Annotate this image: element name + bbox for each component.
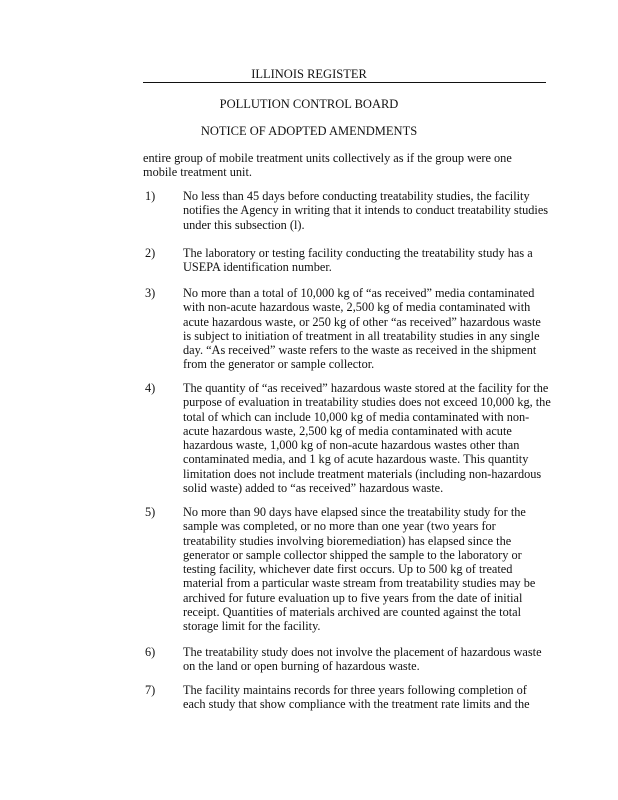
- notice-title: NOTICE OF ADOPTED AMENDMENTS: [200, 124, 418, 138]
- text-line: hazardous waste, 1,000 kg of non-acute hazardous wastes other than: [183, 438, 520, 453]
- text-line: limitation does not include treatment materials (including non-hazardous: [183, 466, 542, 481]
- text-line: No less than 45 days before conducting treatability studies, the facility: [183, 189, 530, 203]
- item-number: 3): [145, 286, 156, 300]
- item-number: 4): [145, 381, 156, 395]
- item-number: 1): [145, 189, 156, 203]
- text-line: entire group of mobile treatment units collectively as if the group were one: [143, 151, 512, 165]
- text-line: No more than a total of 10,000 kg of “as received” media contaminated: [183, 286, 535, 300]
- text-line: sample was completed, or no more than one year (two years for: [183, 519, 496, 534]
- item-text: [183, 505, 535, 634]
- text-line: with non-acute hazardous waste, 2,500 kg of media contaminated with: [183, 300, 531, 315]
- intro-paragraph: [143, 151, 512, 180]
- text-line: storage limit for the facility.: [183, 619, 321, 634]
- text-line: treatability studies involving bioremediation) has elapsed since the: [183, 533, 512, 548]
- item-number: 2): [145, 246, 156, 260]
- text-line: material from a particular waste stream from treatability studies may be: [183, 576, 536, 591]
- board-title: POLLUTION CONTROL BOARD: [219, 97, 399, 111]
- item-text: [183, 645, 542, 674]
- item-number: 7): [145, 683, 156, 697]
- text-line: is subject to initiation of treatment in all treatability studies in any single: [183, 328, 540, 343]
- text-line: receipt. Quantities of materials archived are counted against the total: [183, 605, 522, 620]
- text-line: mobile treatment unit.: [143, 165, 252, 180]
- text-line: The treatability study does not involve the placement of hazardous waste: [183, 645, 542, 659]
- text-line: notifies the Agency in writing that it intends to conduct treatability studies: [183, 203, 549, 218]
- text-line: The laboratory or testing facility conducting the treatability study has a: [183, 246, 533, 260]
- text-line: total of which can include 10,000 kg of media contaminated with non-: [183, 409, 530, 424]
- item-text: [183, 246, 533, 275]
- text-line: The facility maintains records for three years following completion of: [183, 683, 527, 697]
- text-line: each study that show compliance with the treatment rate limits and the: [183, 697, 530, 712]
- item-text: [183, 189, 548, 232]
- text-line: purpose of evaluation in treatability studies does not exceed 10,000 kg, the: [183, 395, 551, 410]
- item-number: 5): [145, 505, 156, 519]
- text-line: from the generator or sample collector.: [183, 357, 375, 372]
- text-line: No more than 90 days have elapsed since the treatability study for the: [183, 505, 526, 519]
- text-line: under this subsection (l).: [183, 217, 305, 232]
- text-line: The quantity of “as received” hazardous waste stored at the facility for the: [183, 381, 549, 395]
- text-line: acute hazardous waste, or 250 kg of other “as received” hazardous waste: [183, 314, 541, 329]
- item-number: 6): [145, 645, 156, 659]
- item-text: [183, 683, 530, 712]
- header-divider: [143, 82, 546, 83]
- text-line: USEPA identification number.: [183, 260, 332, 275]
- text-line: day. “As received” waste refers to the waste as received in the shipment: [183, 343, 537, 358]
- text-line: on the land or open burning of hazardous waste.: [183, 659, 420, 674]
- text-line: contaminated media, and 1 kg of acute hazardous waste. This quantity: [183, 452, 529, 467]
- text-line: testing facility, whichever date first occurs. Up to 500 kg of treated: [183, 562, 513, 577]
- register-title: ILLINOIS REGISTER: [251, 67, 367, 81]
- text-line: acute hazardous waste, 2,500 kg of media contaminated with acute: [183, 423, 512, 438]
- item-text: [183, 381, 551, 495]
- text-line: generator or sample collector shipped the sample to the laboratory or: [183, 547, 522, 562]
- text-line: archived for future evaluation up to five years from the date of initial: [183, 590, 523, 605]
- text-line: solid waste) added to “as received” hazardous waste.: [183, 481, 444, 496]
- item-text: [183, 286, 541, 372]
